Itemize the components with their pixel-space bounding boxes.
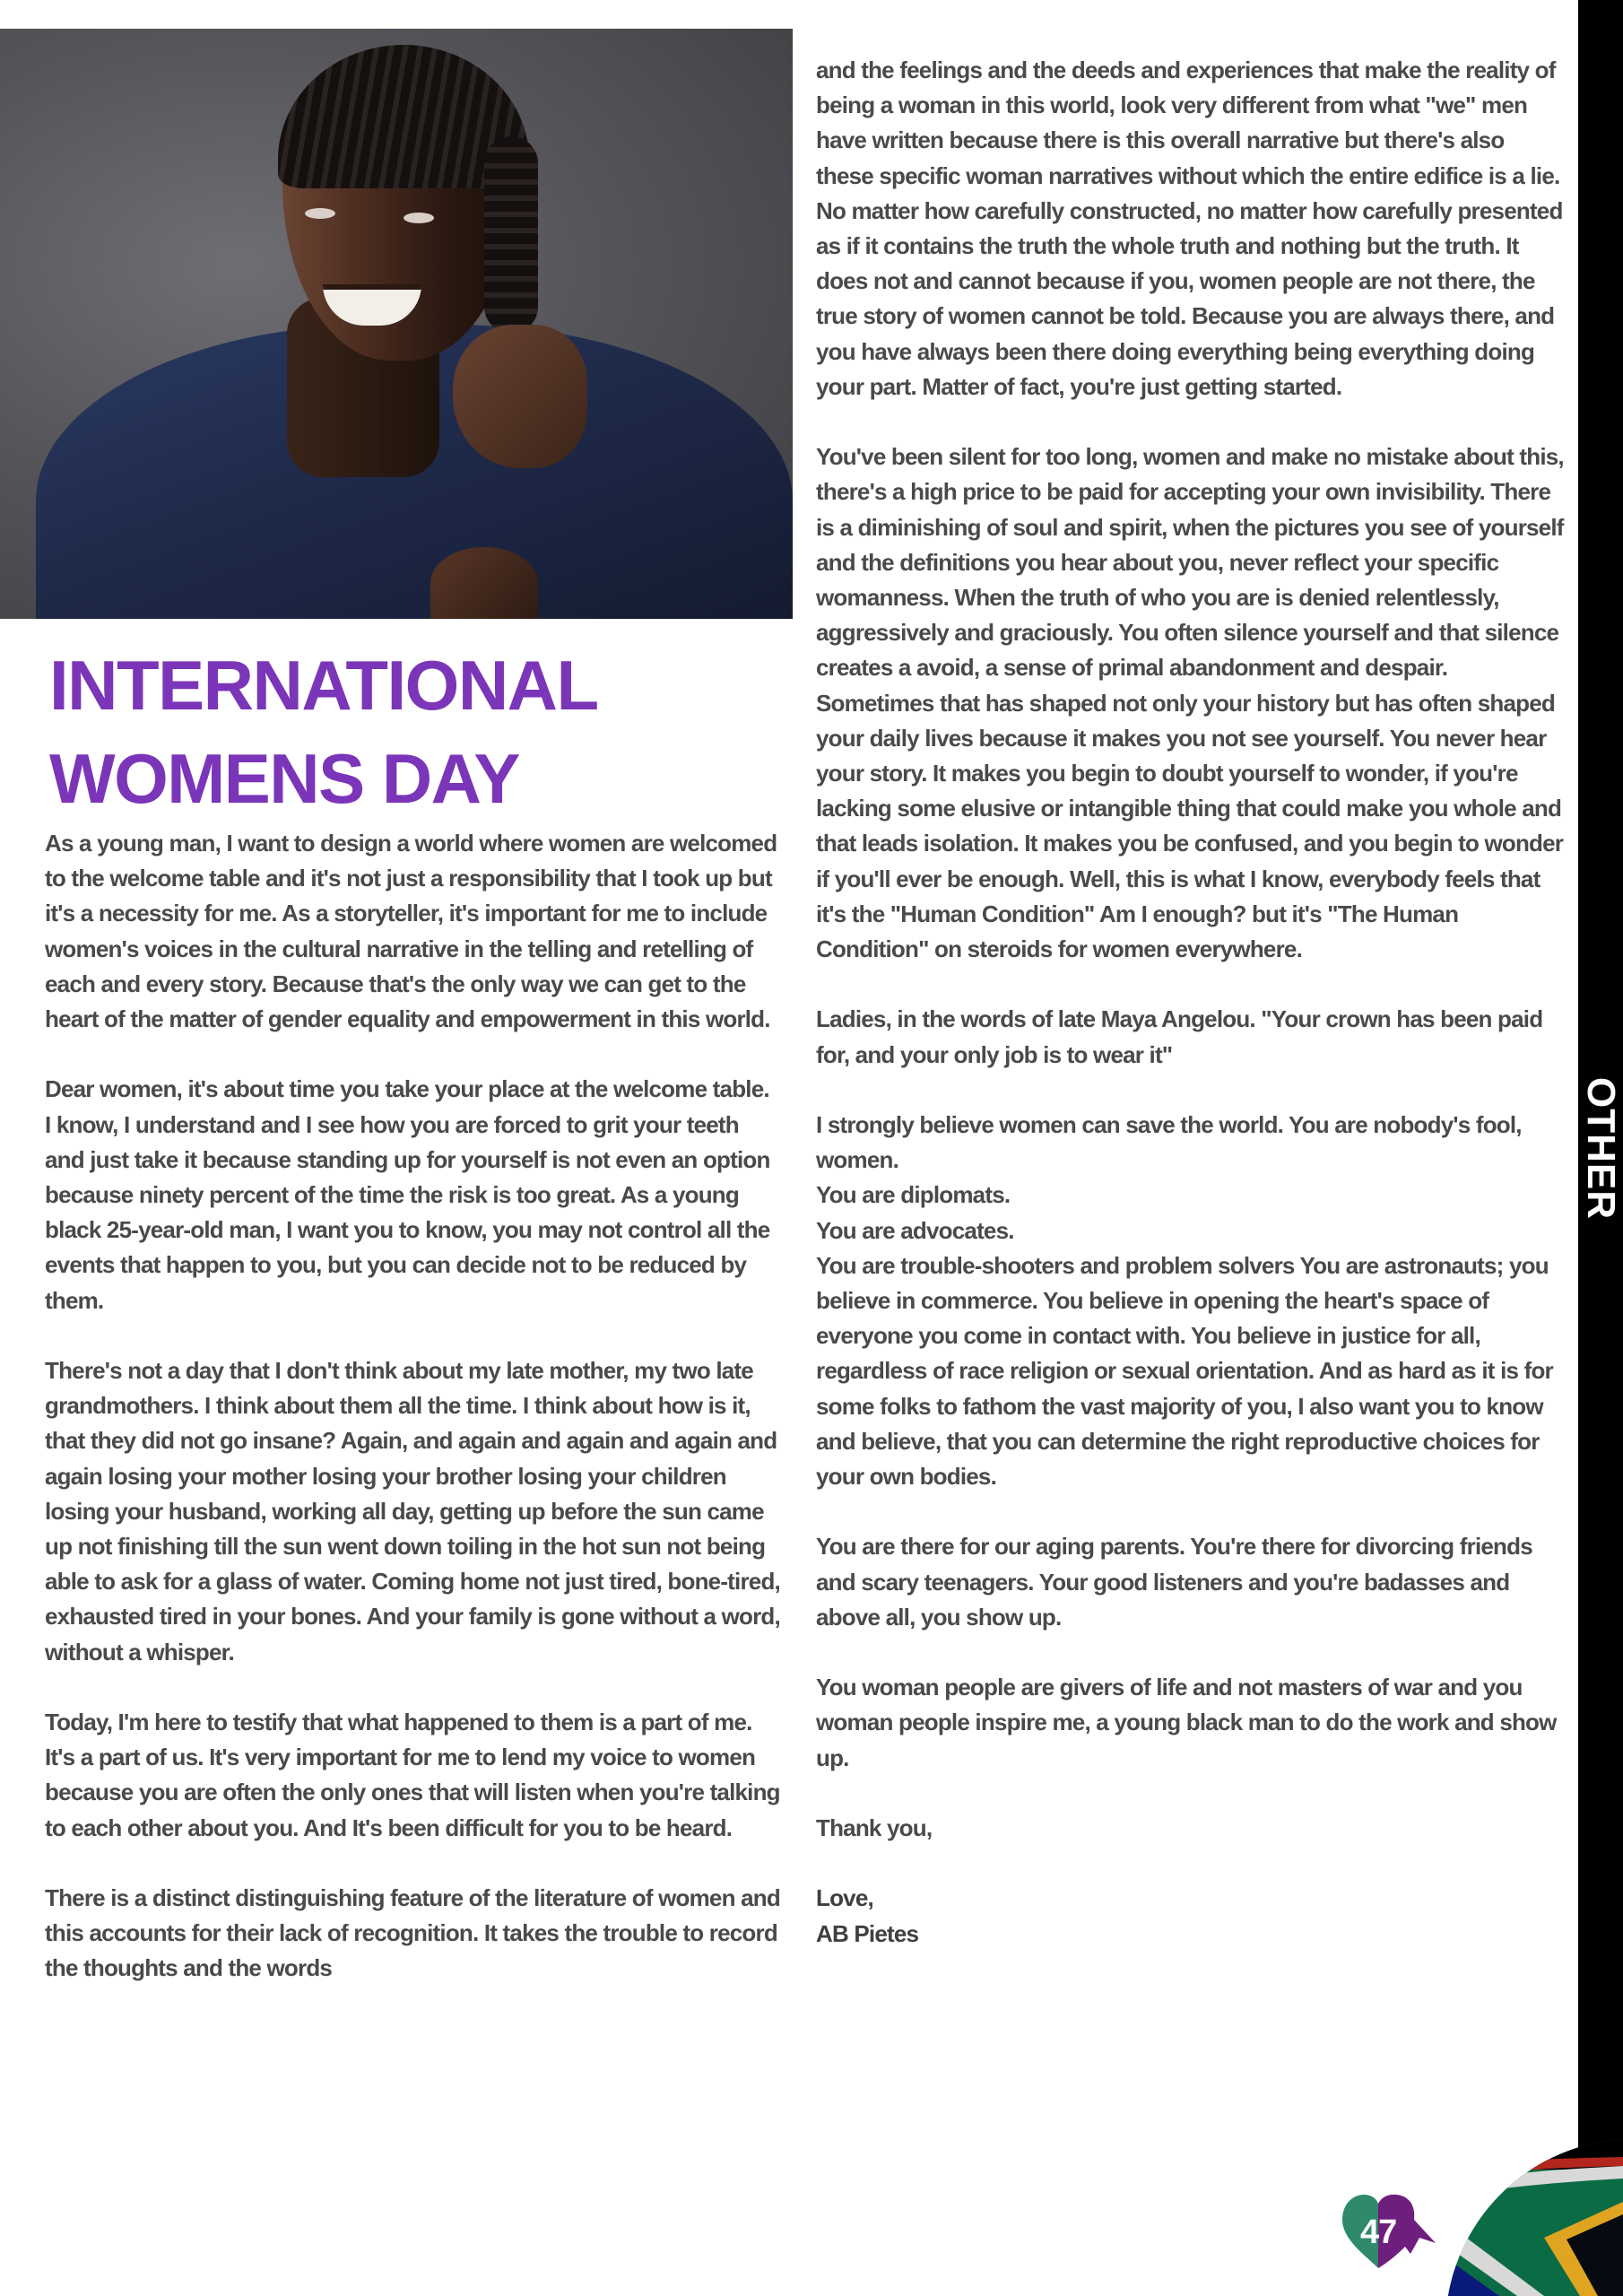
left-column [45, 826, 780, 1987]
title-line-2: WOMENS DAY [49, 739, 519, 818]
paragraph: and the feelings and the deeds and experiences that make the reality of being a woman in this world, look very different from what "we" men have written because there is this overall narrative but there's also these specific woman narratives without which the entire edifice is a lie. No matter how carefully constructed, no matter how carefully presented as if it contains the truth the whole truth and nothing but the truth. It does not and cannot because if you, women people are not there, the true story of women cannot be told. Because you are always there, and you have always been there doing everything being everything doing your part. Matter of fact, you're just getting started. [816, 57, 1563, 400]
paragraph: As a young man, I want to design a world where women are welcomed to the welcome table and it's not just a responsibility that I took up but it's a necessity for me. As a storyteller, it's important for me to include women's voices in the cultural narrative in the telling and retelling of each and every story. Because that's the only way we can get to the heart of the matter of gender equality and empowerment in this world. [45, 830, 777, 1033]
signoff [816, 1881, 1565, 1951]
page-number: 47 [1360, 2213, 1397, 2251]
article-title [49, 639, 767, 825]
paragraph: There is a distinct distinguishing feature of the literature of women and this accounts for their lack of recognition. It takes the trouble to record the thoughts and the words [45, 1884, 780, 1982]
photo-braids [484, 136, 538, 334]
portrait-photo [0, 29, 793, 619]
south-african-flag-icon [1445, 2139, 1623, 2296]
paragraph: Ladies, in the words of late Maya Angelou. "Your crown has been paid for, and your only job is to wear it" [816, 1005, 1543, 1068]
title-line-1: INTERNATIONAL [49, 646, 598, 725]
author-name: AB Pietes [816, 1919, 919, 1947]
paragraph: Today, I'm here to testify that what happened to them is a part of me. It's a part of us. It's very important for me to lend my voice to women because you are often the only ones that will listen when you're talking to each other about you. And It's been difficult for you to be heard. [45, 1709, 780, 1841]
right-column [816, 53, 1565, 1952]
closing: Thank you, [816, 1814, 933, 1842]
photo-eye-left [305, 208, 335, 219]
photo-fist [453, 325, 587, 468]
paragraph: I strongly believe women can save the world. You are nobody's fool, women. You are diplomats. You are advocates. You are trouble-shooters and problem solvers You are astronauts; you believe in commerce. You believe in opening the heart's space of everyone you come in contact with. You believe in justice for all, regardless of race religion or sexual orientation. And as hard as it is for some folks to fathom the vast majority of you, I also want you to know and believe, that you can determine the right reproductive choices for your own bodies. [816, 1111, 1553, 1491]
paragraph: You are there for our aging parents. You're there for divorcing friends and scary teenagers. Your good listeners and you're badasses and above all, you show up. [816, 1533, 1532, 1631]
photo-eye-right [404, 213, 434, 223]
paragraph: You woman people are givers of life and not masters of war and you woman people inspire me, a young black man to do the work and show up. [816, 1674, 1557, 1771]
photo-fist-lower [430, 547, 538, 619]
signoff-love: Love, [816, 1884, 873, 1912]
section-label: OTHER [1579, 1076, 1623, 1220]
paragraph: Dear women, it's about time you take your place at the welcome table. I know, I understand and I see how you are forced to grit your teeth and just take it because standing up for yourself is not even an option because ninety percent of the time the risk is too great. As a young black 25-year-old man, I want you to know, you may not control all the events that happen to you, but you can decide not to be reduced by them. [45, 1075, 770, 1314]
paragraph: You've been silent for too long, women and make no mistake about this, there's a high price to be paid for accepting your own invisibility. There is a diminishing of soul and spirit, when the pictures you see of yourself and the definitions you hear about you, never reflect your specific womanness. When the truth of who you are is denied relentlessly, aggressively and graciously. You often silence yourself and that silence creates a avoid, a sense of primal abandonment and despair. Sometimes that has shaped not only your history but has often shaped your daily lives because it makes you not see yourself. You never hear your story. It makes you begin to doubt yourself to wonder, if you're lacking some elusive or intangible thing that could make you whole and that leads isolation. It makes you be confused, and you begin to wonder if you'll ever be enough. Well, this is what I know, everybody feels that it's the "Human Condition" Am I enough? but it's "The Human Condition" on steroids for women everywhere. [816, 443, 1564, 963]
paragraph: There's not a day that I don't think about my late mother, my two late grandmothers. I think about them all the time. I think about how is it, that they did not go insane? Again, and again and again and again and again losing your mother losing your brother losing your children losing your husband, working all day, getting up before the sun came up not finishing till the sun went down toiling in the hot sun not being able to ask for a glass of water. Coming home not just tired, bone-tired, exhausted tired in your bones. And your family is gone without a word, without a whisper. [45, 1357, 780, 1665]
